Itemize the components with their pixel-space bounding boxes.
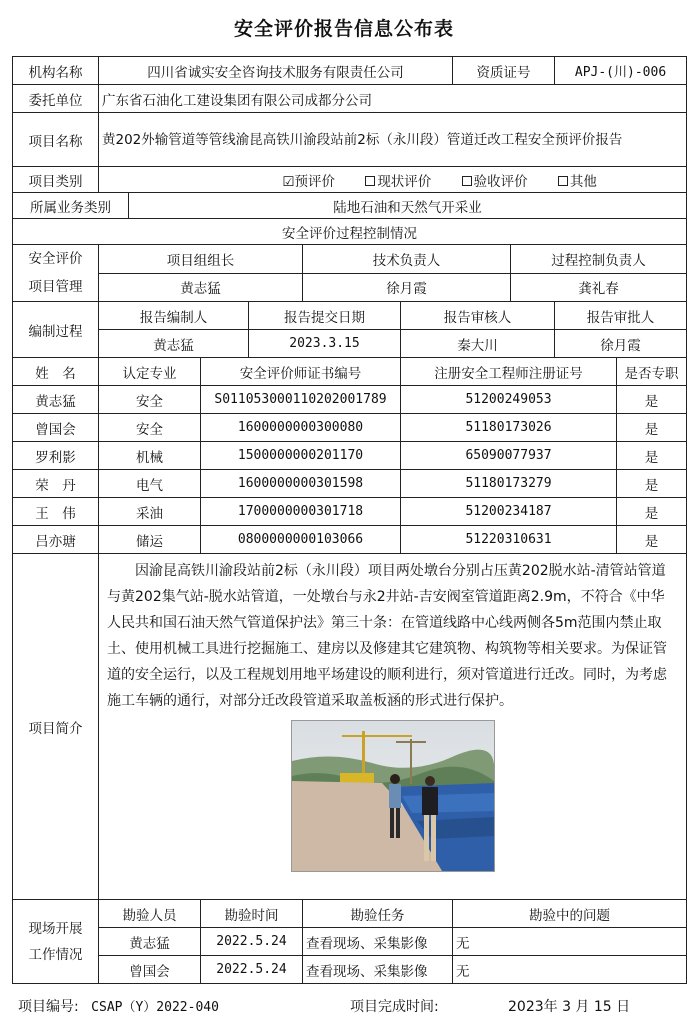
table-row	[13, 498, 687, 526]
staff-name: 吕亦瑭	[13, 526, 99, 554]
client-label: 委托单位	[13, 85, 99, 113]
staff-major: 储运	[99, 526, 201, 554]
category-row	[13, 167, 687, 193]
industry-value: 陆地石油和天然气开采业	[129, 193, 687, 219]
management-header-tech: 技术负责人	[303, 245, 511, 274]
checkbox-icon[interactable]	[462, 176, 472, 186]
table-row	[13, 526, 687, 554]
project-code-label: 项目编号:	[18, 999, 79, 1015]
site-date: 2022.5.24	[201, 928, 303, 956]
industry-row	[13, 193, 687, 219]
staff-reg: 51200234187	[401, 498, 617, 526]
table-row	[13, 956, 687, 984]
site-header-row	[13, 900, 687, 928]
table-row	[13, 386, 687, 414]
staff-fulltime: 是	[617, 414, 687, 442]
site-label: 现场开展 工作情况	[13, 900, 99, 984]
compile-header-row	[13, 302, 687, 330]
industry-label: 所属业务类别	[13, 193, 129, 219]
management-label: 安全评价 项目管理	[13, 245, 99, 302]
site-header-date: 勘验时间	[201, 900, 303, 928]
staff-reg: 65090077937	[401, 442, 617, 470]
site-header-person: 勘验人员	[99, 900, 201, 928]
client-value: 广东省石油化工建设集团有限公司成都分公司	[99, 85, 687, 113]
staff-reg: 51180173279	[401, 470, 617, 498]
info-table	[12, 56, 687, 984]
table-row	[13, 928, 687, 956]
category-options	[99, 167, 687, 193]
summary-text: 因渝昆高铁川渝段站前2标（永川段）项目两处墩台分别占压黄202脱水站-清管站管道与黄202集气站-脱水站管道，一处墩台与永2井站-吉安阀室管道距离2.9m，不符合《中华人民共和国石油天然气管道保护法》第三十条：在管道线路中心线两侧各5m范围内禁止取土、使用机械工具进行挖掘施工、建房以及修建其它建筑物、构筑物等相关要求。为保证管道的安全运行，以及工程规划用地平场建设的顺利进行，须对管道进行迁改。同时，为考虑施工车辆的通行，对部分迁改段管道采取盖板涵的形式进行保护。	[107, 563, 667, 709]
site-task: 查看现场、采集影像	[303, 956, 453, 984]
staff-cert: 1600000000301598	[201, 470, 401, 498]
site-issue: 无	[453, 956, 687, 984]
management-header-leader: 项目组组长	[99, 245, 303, 274]
compile-header-author: 报告编制人	[99, 302, 249, 330]
project-done-label: 项目完成时间:	[350, 999, 439, 1015]
process-header-row	[13, 219, 687, 245]
compile-date: 2023.3.15	[249, 330, 401, 358]
compile-author: 黄志猛	[99, 330, 249, 358]
staff-major: 安全	[99, 386, 201, 414]
project-row	[13, 113, 687, 167]
staff-name: 黄志猛	[13, 386, 99, 414]
project-value: 黄202外输管道等管线渝昆高铁川渝段站前2标（永川段）管道迁改工程安全预评价报告	[99, 113, 687, 167]
staff-header-reg: 注册安全工程师注册证号	[401, 358, 617, 386]
management-header-row	[13, 245, 687, 274]
category-option-other[interactable]: 其他	[558, 174, 597, 190]
staff-cert: 1500000000201170	[201, 442, 401, 470]
table-row	[13, 442, 687, 470]
site-header-issue: 勘验中的问题	[453, 900, 687, 928]
checkbox-icon[interactable]	[365, 176, 375, 186]
site-issue: 无	[453, 928, 687, 956]
summary-label: 项目简介	[13, 554, 99, 900]
compile-header-date: 报告提交日期	[249, 302, 401, 330]
compile-reviewer: 秦大川	[401, 330, 555, 358]
staff-name: 曾国会	[13, 414, 99, 442]
category-option-pre[interactable]: ☑预评价	[282, 173, 336, 190]
staff-reg: 51220310631	[401, 526, 617, 554]
staff-reg: 51180173026	[401, 414, 617, 442]
site-date: 2022.5.24	[201, 956, 303, 984]
cert-label: 资质证号	[453, 57, 555, 85]
staff-cert: 1700000000301718	[201, 498, 401, 526]
summary-cell	[99, 554, 687, 900]
staff-name: 荣 丹	[13, 470, 99, 498]
checkbox-icon[interactable]	[558, 176, 568, 186]
staff-fulltime: 是	[617, 442, 687, 470]
management-process: 龚礼春	[511, 273, 687, 302]
management-header-process: 过程控制负责人	[511, 245, 687, 274]
project-code-value: CSAP（Y）2022-040	[91, 1000, 219, 1015]
staff-header-fulltime: 是否专职	[617, 358, 687, 386]
site-person: 曾国会	[99, 956, 201, 984]
staff-header-major: 认定专业	[99, 358, 201, 386]
site-person: 黄志猛	[99, 928, 201, 956]
process-header: 安全评价过程控制情况	[13, 219, 687, 245]
page-title: 安全评价报告信息公布表	[233, 18, 454, 40]
table-row	[13, 414, 687, 442]
staff-name: 罗利影	[13, 442, 99, 470]
category-label: 项目类别	[13, 167, 99, 193]
staff-reg: 51200249053	[401, 386, 617, 414]
client-row	[13, 85, 687, 113]
staff-fulltime: 是	[617, 386, 687, 414]
management-tech: 徐月霞	[303, 273, 511, 302]
checkbox-checked-icon[interactable]: ☑	[282, 173, 295, 190]
staff-name: 王 伟	[13, 498, 99, 526]
staff-fulltime: 是	[617, 498, 687, 526]
staff-fulltime: 是	[617, 470, 687, 498]
staff-major: 采油	[99, 498, 201, 526]
compile-approver: 徐月霞	[555, 330, 687, 358]
compile-header-approver: 报告审批人	[555, 302, 687, 330]
staff-major: 安全	[99, 414, 201, 442]
staff-header-row	[13, 358, 687, 386]
project-done-value: 2023年 3 月 15 日	[508, 999, 631, 1015]
project-code	[18, 996, 219, 1016]
management-leader: 黄志猛	[99, 273, 303, 302]
management-value-row	[13, 273, 687, 302]
cert-value: APJ-(川)-006	[555, 57, 687, 85]
staff-header-name: 姓 名	[13, 358, 99, 386]
compile-label: 编制过程	[13, 302, 99, 358]
org-label: 机构名称	[13, 57, 99, 85]
staff-cert: S011053000110202001789	[201, 386, 401, 414]
org-value: 四川省诚实安全咨询技术服务有限责任公司	[99, 57, 453, 85]
compile-value-row	[13, 330, 687, 358]
table-row	[13, 470, 687, 498]
category-option-status[interactable]: 现状评价	[365, 174, 435, 190]
staff-cert: 1600000000300080	[201, 414, 401, 442]
staff-major: 机械	[99, 442, 201, 470]
org-row	[13, 57, 687, 85]
staff-cert: 0800000000103066	[201, 526, 401, 554]
category-option-acceptance[interactable]: 验收评价	[462, 174, 532, 190]
site-task: 查看现场、采集影像	[303, 928, 453, 956]
site-photo	[291, 720, 495, 872]
summary-row	[13, 554, 687, 900]
project-label: 项目名称	[13, 113, 99, 167]
staff-header-cert: 安全评价师证书编号	[201, 358, 401, 386]
staff-fulltime: 是	[617, 526, 687, 554]
site-photo-image	[292, 721, 494, 871]
staff-major: 电气	[99, 470, 201, 498]
site-header-task: 勘验任务	[303, 900, 453, 928]
compile-header-reviewer: 报告审核人	[401, 302, 555, 330]
